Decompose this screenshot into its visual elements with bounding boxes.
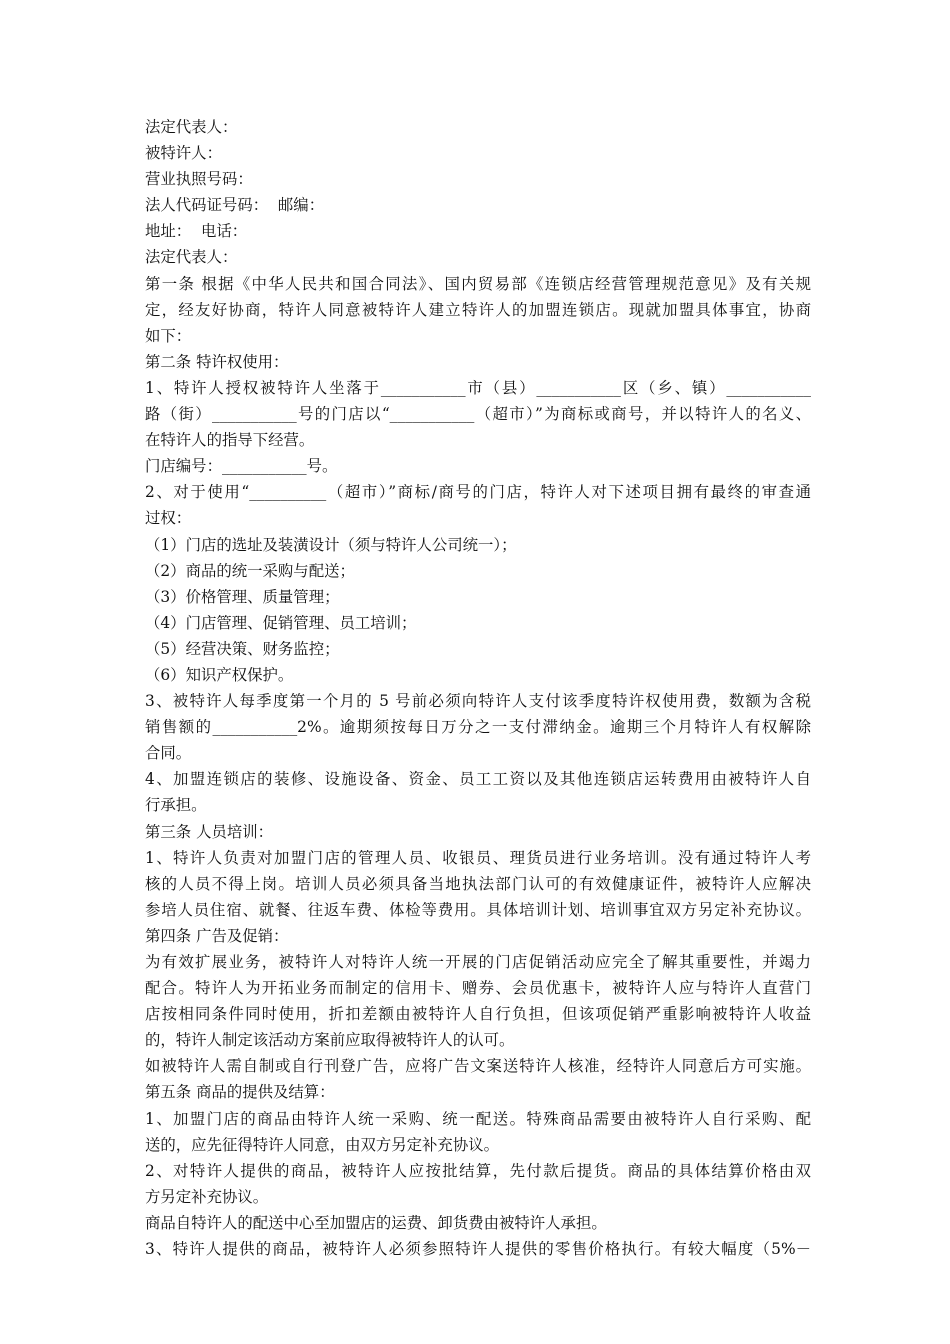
text-line: 1、加盟门店的商品由特许人统一采购、统一配送。特殊商品需要由被特许人自行采购、配 [145, 1109, 811, 1128]
text-line: 被特许人： [145, 144, 222, 163]
text-line: （4）门店管理、促销管理、员工培训； [145, 613, 417, 632]
text-line: 行承担。 [145, 796, 207, 815]
text-line: 如下： [145, 326, 192, 345]
text-line: 在特许人的指导下经营。 [145, 431, 315, 450]
text-line: 方另定补充协议。 [145, 1187, 269, 1206]
text-line: 路（街）___________号的门店以“___________（超市）”为商标或商号，并以特许人的名义、 [145, 405, 811, 424]
text-line: 第四条 广告及促销： [145, 926, 289, 945]
text-line: 2、对于使用“__________（超市）”商标/商号的门店，特许人对下述项目拥有最终的审查通 [145, 483, 811, 502]
text-line: 3、特许人提供的商品，被特许人必须参照特许人提供的零售价格执行。有较大幅度（5%－ [145, 1240, 811, 1259]
text-line: 4、加盟连锁店的装修、设施设备、资金、员工工资以及其他连锁店运转费用由被特许人自 [145, 770, 811, 789]
text-line: 送的，应先征得特许人同意，由双方另定补充协议。 [145, 1135, 499, 1154]
text-line: 核的人员不得上岗。培训人员必须具备当地执法部门认可的有效健康证件，被特许人应解决 [145, 874, 811, 893]
text-line: 3、被特许人每季度第一个月的 5 号前必须向特许人支付该季度特许权使用费，数额为含税 [145, 692, 811, 711]
text-line: 合同。 [145, 744, 192, 763]
text-line: 门店编号：___________号。 [145, 457, 338, 476]
text-line: 法人代码证号码： 邮编： [145, 196, 325, 215]
text-line: 参培人员住宿、就餐、往返车费、体检等费用。具体培训计划、培训事宜双方另定补充协议。 [145, 900, 811, 919]
text-line: 过权： [145, 509, 192, 528]
text-line: 商品自特许人的配送中心至加盟店的运费、卸货费由被特许人承担。 [145, 1213, 607, 1232]
text-line: 地址： 电话： [145, 222, 248, 241]
text-line: 为有效扩展业务，被特许人对特许人统一开展的门店促销活动应完全了解其重要性，并竭力 [145, 953, 811, 971]
document-body [145, 114, 811, 1262]
text-line: 1、特许人负责对加盟门店的管理人员、收银员、理货员进行业务培训。没有通过特许人考 [145, 848, 811, 867]
text-line: 第五条 商品的提供及结算： [145, 1083, 335, 1102]
text-line: 店按相同条件同时使用，折扣差额由被特许人自行负担，但该项促销严重影响被特许人收益 [145, 1005, 811, 1024]
text-line: 如被特许人需自制或自行刊登广告，应将广告文案送特许人核准，经特许人同意后方可实施。 [145, 1057, 811, 1076]
text-line: 第三条 人员培训： [145, 822, 274, 841]
text-line: 第一条 根据《中华人民共和国合同法》、国内贸易部《连锁店经营管理规范意见》及有关规 [145, 274, 811, 293]
text-line: （2）商品的统一采购与配送； [145, 561, 355, 580]
text-line: （1）门店的选址及装潢设计（须与特许人公司统一）； [145, 535, 517, 554]
text-line: 配合。特许人为开拓业务而制定的信用卡、赠券、会员优惠卡，被特许人应与特许人直营门 [145, 979, 811, 998]
text-line: 1、特许人授权被特许人坐落于___________市（县）___________区（乡、镇）___________ [145, 378, 811, 397]
text-line: （3）价格管理、质量管理； [145, 587, 340, 606]
text-line: 营业执照号码： [145, 170, 253, 189]
text-line: （5）经营决策、财务监控； [145, 639, 340, 658]
text-line: 的，特许人制定该活动方案前应取得被特许人的认可。 [145, 1031, 515, 1050]
text-line: 第二条 特许权使用： [145, 352, 289, 371]
text-line: （6）知识产权保护。 [145, 665, 294, 684]
text-line: 2、对特许人提供的商品，被特许人应按批结算，先付款后提货。商品的具体结算价格由双 [145, 1161, 811, 1180]
text-line: 法定代表人： [145, 118, 238, 136]
text-line: 法定代表人： [145, 248, 238, 267]
text-line: 销售额的___________2%。逾期须按每日万分之一支付滞纳金。逾期三个月特许人有权解除 [145, 718, 811, 737]
text-line: 定，经友好协商，特许人同意被特许人建立特许人的加盟连锁店。现就加盟具体事宜，协商 [145, 300, 811, 319]
